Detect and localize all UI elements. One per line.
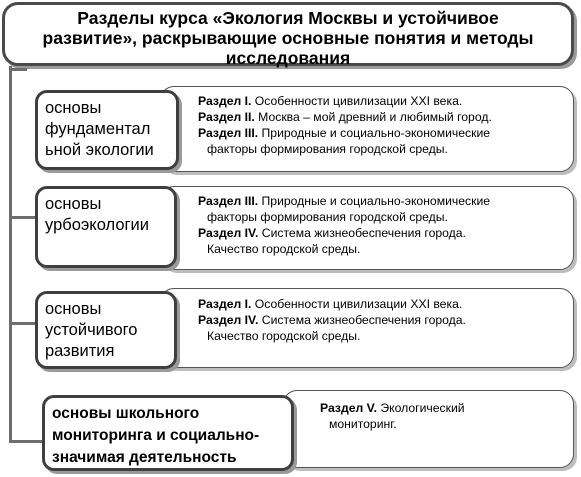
title-line: Разделы курса «Экология Москвы и устойчивое <box>77 8 499 28</box>
connector-branch-3 <box>9 322 35 325</box>
section-item: Раздел IV. Система жизнеобеспечения города. <box>198 313 466 327</box>
topic-label-line: мониторинга и социально- <box>52 427 260 444</box>
section-item: Раздел IV. Система жизнеобеспечения города. <box>198 226 466 240</box>
diagram-title <box>2 2 574 66</box>
connector-branch-1 <box>9 68 27 71</box>
section-item: Раздел I. Особенности цивилизации XXI века. <box>198 297 463 311</box>
sections-list-4 <box>320 400 465 432</box>
section-item: Раздел I. Особенности цивилизации XXI века. <box>198 94 463 108</box>
topic-label-line: значимая деятельность <box>52 449 237 466</box>
connector-branch-2 <box>9 216 35 219</box>
topic-label-line: ьной экологии <box>45 141 154 159</box>
section-item-continuation: мониторинг. <box>329 417 397 431</box>
topic-box-urban-ecology <box>35 186 177 268</box>
title-line: исследования <box>225 48 351 68</box>
section-item: Раздел III. Природные и социально-экономические <box>198 194 491 208</box>
connector-branch-4 <box>9 440 42 443</box>
topic-box-fundamental-ecology <box>35 90 179 170</box>
topic-label-line: устойчивого <box>45 321 138 339</box>
topic-box-school-monitoring <box>42 395 294 471</box>
topic-label-line: основы <box>45 300 102 318</box>
topic-label-line: фундаментал <box>45 120 151 138</box>
topic-label-line: урбоэкологии <box>45 216 149 234</box>
main-connector-line <box>9 66 12 443</box>
topic-label-line: основы школьного <box>52 405 200 422</box>
topic-label-line: основы <box>45 99 102 117</box>
section-item: Раздел II. Москва – мой древний и любимый город. <box>198 110 492 124</box>
sections-list-1 <box>198 93 492 157</box>
topic-label-line: развития <box>45 342 115 360</box>
section-item-continuation: факторы формирования городской среды. <box>207 210 448 224</box>
topic-label-line: основы <box>45 195 102 213</box>
section-item: Раздел III. Природные и социально-экономические <box>198 126 491 140</box>
section-item-continuation: Качество городской среды. <box>207 242 361 256</box>
title-line: развитие», раскрывающие основные понятия и методы <box>42 28 534 48</box>
sections-list-2 <box>198 193 490 257</box>
section-item-continuation: Качество городской среды. <box>207 329 361 343</box>
sections-list-3 <box>198 296 466 344</box>
section-item: Раздел V. Экологический <box>320 401 465 415</box>
section-item-continuation: факторы формирования городской среды. <box>207 142 448 156</box>
topic-box-sustainable-development <box>35 291 177 369</box>
